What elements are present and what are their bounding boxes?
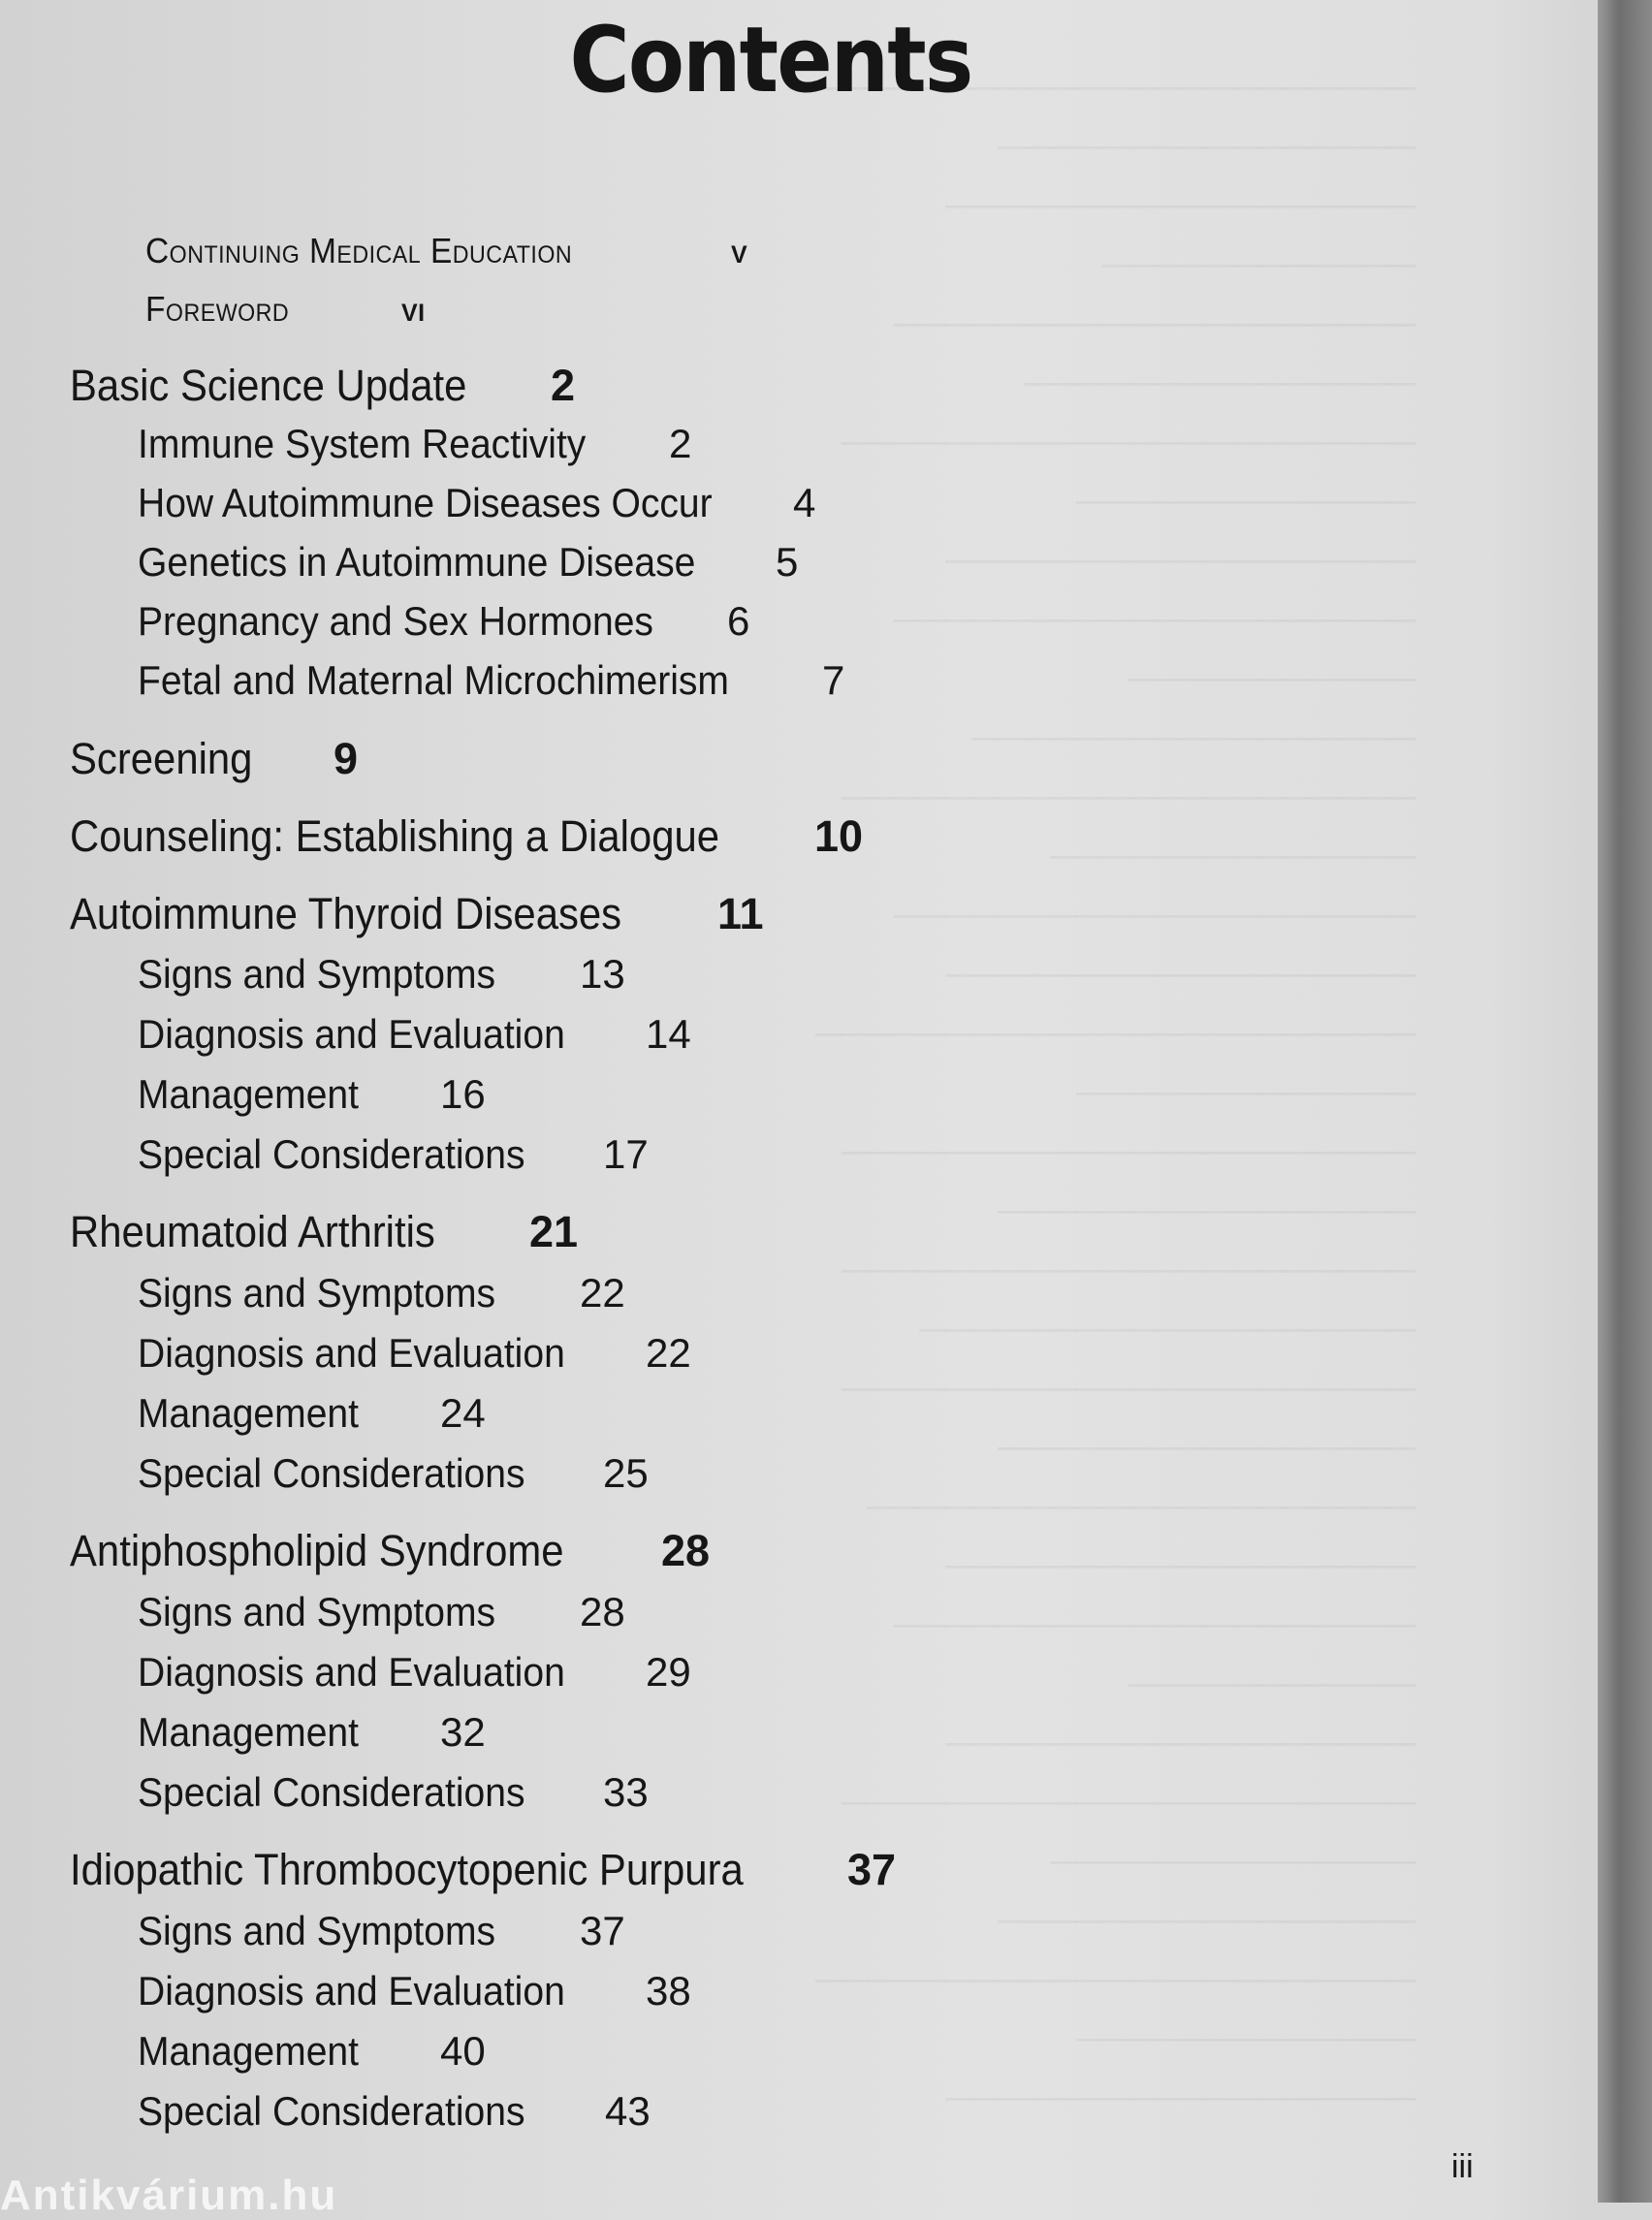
toc-front-label: Foreword — [145, 289, 290, 329]
toc-item-page: 25 — [603, 1450, 649, 1496]
toc-item-label: Special Considerations — [138, 1450, 525, 1496]
toc-item-label: Signs and Symptoms — [138, 1908, 496, 1953]
toc-item-page: 7 — [822, 657, 845, 703]
toc-front-label: Continuing Medical Education — [145, 231, 573, 270]
toc-item-page: 16 — [440, 1071, 486, 1117]
toc-item[interactable] — [138, 1270, 625, 1316]
toc-section-title: Rheumatoid Arthritis — [70, 1207, 435, 1256]
toc-item-page: 6 — [727, 598, 750, 644]
toc-item-page: 43 — [605, 2088, 651, 2134]
toc-item-label: Management — [138, 1071, 359, 1117]
toc-front-page: vi — [401, 289, 426, 329]
toc-section-antiphospholipid[interactable] — [70, 1526, 711, 1576]
toc-item-label: Genetics in Autoimmune Disease — [138, 539, 696, 585]
toc-item-label: Signs and Symptoms — [138, 951, 496, 997]
toc-item-label: Management — [138, 1390, 359, 1436]
toc-item-label: Management — [138, 1709, 359, 1755]
toc-item-page: 5 — [776, 539, 799, 585]
toc-item-page: 4 — [793, 480, 816, 525]
toc-item-label: Immune System Reactivity — [138, 421, 587, 466]
toc-item-page: 40 — [440, 2028, 486, 2074]
toc-item-page: 28 — [580, 1589, 625, 1634]
toc-item-label: Signs and Symptoms — [138, 1589, 496, 1634]
toc-item-label: Signs and Symptoms — [138, 1270, 496, 1316]
toc-item[interactable] — [138, 1011, 691, 1058]
bleed-through-texture: ──────────────────────── ──────────────── ────────────────── ──────────── ──────────────────── ─────────────── ────────────────────── ───────────── ────────────────── ──────────────────── ─────────── ───────────────── ────────────────────── ────────────── ──────────────────── ────────────────── ─────────────────────── ───────────── ────────────────────── ──────────────── ────────────────────── ─────────────────── ────────────────────── ──────────────── ───────────────────── ────────────────── ──────────────────── ─────────── ────────────────── ────────────────────── ────────────── ──────────────── ─────────────────────── ───────────── ────────────────── — [788, 68, 1415, 2119]
toc-section-page: 2 — [551, 361, 576, 410]
toc-item[interactable] — [138, 1390, 486, 1437]
toc-item-page: 22 — [646, 1330, 691, 1376]
toc-item[interactable] — [138, 1330, 691, 1377]
toc-section-rheumatoid[interactable] — [70, 1207, 579, 1257]
toc-item-page: 22 — [580, 1270, 625, 1316]
toc-item-page: 13 — [580, 951, 625, 997]
toc-item-label: Diagnosis and Evaluation — [138, 1968, 565, 2014]
toc-item-page: 29 — [646, 1649, 691, 1695]
toc-front-item-cme[interactable] — [145, 231, 748, 271]
toc-item-label: Special Considerations — [138, 1769, 525, 1815]
toc-item[interactable] — [138, 1769, 649, 1816]
toc-item[interactable] — [138, 657, 845, 704]
toc-front-page: v — [731, 231, 748, 270]
toc-section-page: 11 — [717, 889, 764, 938]
book-spine-shadow — [1598, 0, 1652, 2203]
toc-item-page: 38 — [646, 1968, 691, 2014]
toc-section-title: Counseling: Establishing a Dialogue — [70, 811, 720, 861]
toc-section-screening[interactable] — [70, 734, 359, 784]
toc-section-title: Autoimmune Thyroid Diseases — [70, 889, 622, 938]
toc-section-basic-science[interactable] — [70, 361, 576, 411]
toc-item-label: Special Considerations — [138, 2088, 525, 2134]
toc-section-title: Screening — [70, 734, 253, 783]
toc-item[interactable] — [138, 2088, 651, 2135]
toc-front-item-foreword[interactable] — [145, 289, 426, 330]
toc-item[interactable] — [138, 421, 692, 467]
toc-section-title: Basic Science Update — [70, 361, 467, 410]
toc-item[interactable] — [138, 1709, 486, 1756]
toc-item[interactable] — [138, 1071, 486, 1118]
toc-item-label: Diagnosis and Evaluation — [138, 1649, 565, 1695]
watermark: Antikvárium.hu — [0, 2172, 338, 2219]
toc-section-page: 37 — [847, 1845, 897, 1894]
toc-section-page: 21 — [529, 1207, 579, 1256]
toc-item-label: Diagnosis and Evaluation — [138, 1330, 565, 1376]
toc-item-page: 24 — [440, 1390, 486, 1436]
toc-section-counseling[interactable] — [70, 811, 864, 862]
toc-item-page: 32 — [440, 1709, 486, 1755]
toc-section-page: 10 — [814, 811, 864, 861]
toc-item-label: Diagnosis and Evaluation — [138, 1011, 565, 1057]
toc-item[interactable] — [138, 1589, 625, 1635]
toc-item[interactable] — [138, 480, 816, 526]
toc-section-thyroid[interactable] — [70, 889, 764, 939]
toc-item[interactable] — [138, 2028, 486, 2075]
toc-item[interactable] — [138, 1908, 625, 1954]
toc-section-itp[interactable] — [70, 1845, 897, 1895]
toc-section-page: 28 — [661, 1526, 711, 1575]
toc-item[interactable] — [138, 1649, 691, 1696]
toc-item[interactable] — [138, 951, 625, 998]
toc-item[interactable] — [138, 539, 799, 586]
toc-section-title: Idiopathic Thrombocytopenic Purpura — [70, 1845, 744, 1894]
toc-item-page: 14 — [646, 1011, 691, 1057]
toc-item-label: Management — [138, 2028, 359, 2074]
toc-item-page: 17 — [603, 1131, 649, 1177]
toc-item[interactable] — [138, 1131, 649, 1178]
toc-section-title: Antiphospholipid Syndrome — [70, 1526, 564, 1575]
toc-item[interactable] — [138, 1450, 649, 1497]
toc-item[interactable] — [138, 1968, 691, 2014]
page-title: Contents — [569, 8, 972, 113]
toc-section-page: 9 — [334, 734, 359, 783]
toc-item-page: 33 — [603, 1769, 649, 1815]
page-number: iii — [1451, 2148, 1474, 2185]
toc-item-label: Fetal and Maternal Microchimerism — [138, 657, 729, 703]
toc-item-label: Special Considerations — [138, 1131, 525, 1177]
toc-item-label: Pregnancy and Sex Hormones — [138, 598, 653, 644]
toc-item-label: How Autoimmune Diseases Occur — [138, 480, 713, 525]
toc-item-page: 37 — [580, 1908, 625, 1953]
toc-item-page: 2 — [669, 421, 692, 466]
toc-item[interactable] — [138, 598, 750, 645]
